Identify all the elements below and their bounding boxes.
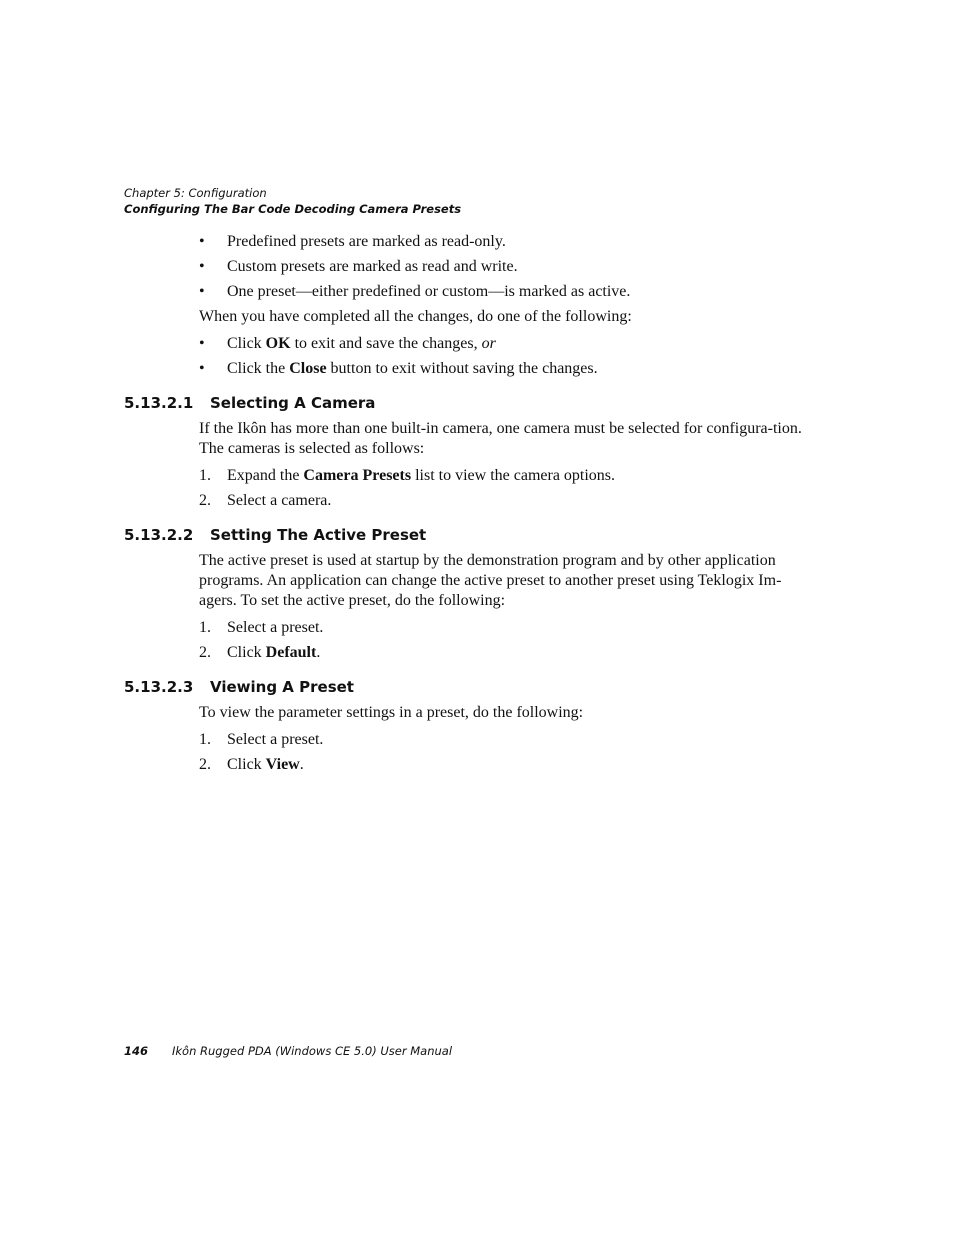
bullet-item (0, 282, 954, 302)
bullet-mark: • (199, 233, 205, 250)
step-text: Click (227, 756, 266, 773)
bullet-text: Custom presets are marked as read and write. (227, 258, 518, 275)
step-text: Click (227, 644, 266, 661)
bullet-mark: • (199, 360, 205, 377)
step-item (0, 730, 954, 750)
page-content (0, 232, 954, 780)
section-heading (0, 677, 954, 697)
running-footer (124, 1043, 452, 1059)
step-bold-text: Camera Presets (303, 467, 412, 484)
bullet-item (0, 334, 954, 354)
step-number: 2. (199, 492, 211, 509)
step-item (0, 466, 954, 486)
bullet-item (0, 359, 954, 379)
chapter-header: Chapter 5: Configuration (124, 186, 267, 200)
section-number: 5.13.2.2 (124, 526, 194, 544)
section-title: Setting The Active Preset (210, 526, 427, 544)
bullet-bold-text: OK (265, 335, 291, 352)
bullet-text: Click (227, 335, 266, 352)
step-text: . (316, 644, 321, 661)
section-heading (0, 525, 954, 545)
section-header: Configuring The Bar Code Decoding Camera Presets (124, 202, 462, 216)
step-item (0, 618, 954, 638)
step-number: 1. (199, 731, 211, 748)
step-item (0, 755, 954, 775)
step-text: Select a preset. (227, 731, 324, 748)
bullet-mark: • (199, 258, 205, 275)
step-bold-text: Default (265, 644, 317, 661)
bullet-item (0, 232, 954, 252)
bullet-text: button to exit without saving the changes. (326, 360, 598, 377)
section-title: Selecting A Camera (210, 394, 376, 412)
completion-paragraph: When you have completed all the changes, do one of the following: (199, 308, 632, 325)
section-heading (0, 393, 954, 413)
bullet-text: One preset—either predefined or custom—is marked as active. (227, 283, 631, 300)
page-number: 146 (124, 1044, 149, 1058)
section-number: 5.13.2.1 (124, 394, 194, 412)
step-number: 1. (199, 467, 211, 484)
step-number: 2. (199, 756, 211, 773)
section-paragraph: If the Ikôn has more than one built-in camera, one camera must be selected for configura-tion. The cameras is selected as follows: (199, 420, 802, 457)
bullet-item (0, 257, 954, 277)
section-paragraph: To view the parameter settings in a preset, do the following: (199, 704, 584, 721)
bullet-text: to exit and save the changes, (290, 335, 482, 352)
section-paragraph: The active preset is used at startup by the demonstration program and by other application programs. An application can change the active preset to another preset using Teklogix Im-agers. To set the active preset, do the following: (199, 552, 782, 609)
section-title: Viewing A Preset (210, 678, 354, 696)
step-text: Select a preset. (227, 619, 324, 636)
bullet-text: Click the (227, 360, 290, 377)
running-header (124, 185, 461, 217)
bullet-mark: • (199, 335, 205, 352)
step-item (0, 491, 954, 511)
step-text: Select a camera. (227, 492, 332, 509)
step-text: Expand the (227, 467, 304, 484)
step-text: list to view the camera options. (411, 467, 616, 484)
bullet-bold-text: Close (289, 360, 327, 377)
manual-title: Ikôn Rugged PDA (Windows CE 5.0) User Manual (172, 1044, 453, 1058)
bullet-mark: • (199, 283, 205, 300)
bullet-text: Predefined presets are marked as read-only. (227, 233, 506, 250)
step-text: . (299, 756, 304, 773)
step-number: 1. (199, 619, 211, 636)
step-item (0, 643, 954, 663)
step-bold-text: View (265, 756, 300, 773)
bullet-italic-text: or (481, 335, 496, 352)
step-number: 2. (199, 644, 211, 661)
section-number: 5.13.2.3 (124, 678, 194, 696)
